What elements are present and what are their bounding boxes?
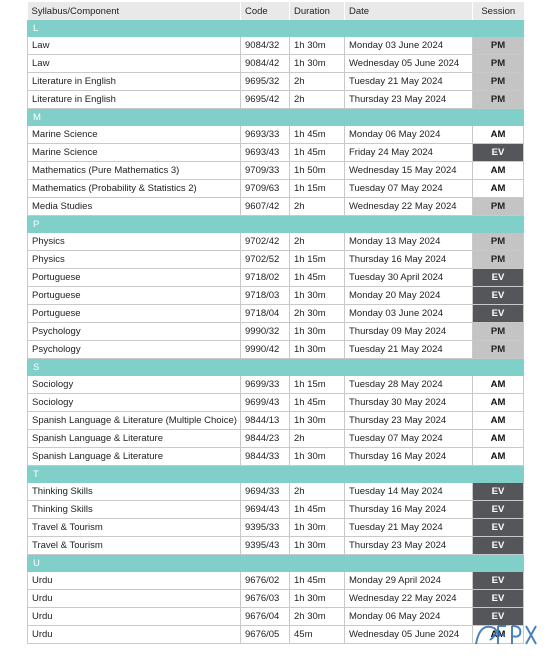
cell-code: 9718/03 [241, 287, 290, 305]
header-session: Session [473, 2, 524, 20]
cell-duration: 2h [290, 483, 345, 501]
cell-code: 9699/33 [241, 376, 290, 394]
table-row [28, 412, 524, 430]
cell-date: Monday 06 May 2024 [345, 608, 473, 626]
session-badge: AM [473, 626, 524, 644]
cell-syllabus: Marine Science [28, 144, 241, 162]
cell-code: 9693/33 [241, 126, 290, 144]
session-badge: EV [473, 269, 524, 287]
cell-date: Tuesday 21 May 2024 [345, 73, 473, 91]
cell-date: Tuesday 21 May 2024 [345, 341, 473, 359]
cell-duration: 2h [290, 430, 345, 448]
cell-date: Friday 24 May 2024 [345, 144, 473, 162]
cell-code: 9676/02 [241, 572, 290, 590]
table-row [28, 430, 524, 448]
cell-code: 9844/23 [241, 430, 290, 448]
session-badge: AM [473, 162, 524, 180]
table-row [28, 501, 524, 519]
cell-code: 9695/42 [241, 91, 290, 109]
cell-date: Wednesday 22 May 2024 [345, 198, 473, 216]
session-badge: EV [473, 483, 524, 501]
cell-code: 9990/32 [241, 323, 290, 341]
section-letter: P [28, 216, 524, 233]
cell-syllabus: Urdu [28, 572, 241, 590]
cell-code: 9084/32 [241, 37, 290, 55]
cell-code: 9702/52 [241, 251, 290, 269]
cell-syllabus: Physics [28, 233, 241, 251]
cell-code: 9718/02 [241, 269, 290, 287]
cell-duration: 1h 15m [290, 180, 345, 198]
cell-syllabus: Psychology [28, 323, 241, 341]
session-badge: PM [473, 198, 524, 216]
session-badge: EV [473, 305, 524, 323]
cell-duration: 1h 30m [290, 341, 345, 359]
session-badge: EV [473, 537, 524, 555]
cell-syllabus: Thinking Skills [28, 483, 241, 501]
cell-date: Monday 13 May 2024 [345, 233, 473, 251]
cell-syllabus: Urdu [28, 608, 241, 626]
cell-date: Tuesday 07 May 2024 [345, 180, 473, 198]
cell-duration: 1h 15m [290, 376, 345, 394]
table-row [28, 180, 524, 198]
session-badge: PM [473, 73, 524, 91]
timetable-body [28, 20, 524, 644]
table-row [28, 537, 524, 555]
table-row [28, 376, 524, 394]
cell-syllabus: Spanish Language & Literature [28, 430, 241, 448]
table-row [28, 590, 524, 608]
cell-syllabus: Travel & Tourism [28, 519, 241, 537]
cell-syllabus: Law [28, 37, 241, 55]
cell-syllabus: Marine Science [28, 126, 241, 144]
session-badge: AM [473, 412, 524, 430]
cell-date: Thursday 23 May 2024 [345, 412, 473, 430]
cell-duration: 1h 50m [290, 162, 345, 180]
cell-syllabus: Urdu [28, 590, 241, 608]
cell-duration: 1h 45m [290, 394, 345, 412]
section-letter: M [28, 109, 524, 126]
table-row [28, 394, 524, 412]
cell-date: Thursday 16 May 2024 [345, 251, 473, 269]
section-letter: L [28, 20, 524, 37]
cell-syllabus: Spanish Language & Literature [28, 448, 241, 466]
session-badge: PM [473, 233, 524, 251]
cell-syllabus: Literature in English [28, 91, 241, 109]
session-badge: AM [473, 430, 524, 448]
cell-date: Wednesday 22 May 2024 [345, 590, 473, 608]
table-row [28, 144, 524, 162]
table-row [28, 233, 524, 251]
cell-syllabus: Media Studies [28, 198, 241, 216]
cell-duration: 1h 30m [290, 590, 345, 608]
cell-date: Tuesday 21 May 2024 [345, 519, 473, 537]
table-row [28, 91, 524, 109]
cell-code: 9395/33 [241, 519, 290, 537]
cell-code: 9844/13 [241, 412, 290, 430]
cell-syllabus: Physics [28, 251, 241, 269]
cell-syllabus: Literature in English [28, 73, 241, 91]
table-row [28, 126, 524, 144]
cell-syllabus: Urdu [28, 626, 241, 644]
cell-code: 9607/42 [241, 198, 290, 216]
session-badge: AM [473, 126, 524, 144]
table-row [28, 323, 524, 341]
cell-code: 9694/43 [241, 501, 290, 519]
cell-duration: 1h 45m [290, 572, 345, 590]
cell-duration: 2h [290, 73, 345, 91]
header-syllabus: Syllabus/Component [28, 2, 241, 20]
cell-code: 9709/33 [241, 162, 290, 180]
session-badge: EV [473, 287, 524, 305]
cell-date: Thursday 30 May 2024 [345, 394, 473, 412]
table-row [28, 73, 524, 91]
cell-syllabus: Spanish Language & Literature (Multiple Choice) [28, 412, 241, 430]
session-badge: AM [473, 394, 524, 412]
cell-date: Tuesday 30 April 2024 [345, 269, 473, 287]
section-header [28, 555, 524, 572]
session-badge: PM [473, 91, 524, 109]
cell-syllabus: Portuguese [28, 287, 241, 305]
cell-date: Monday 03 June 2024 [345, 305, 473, 323]
cell-date: Wednesday 15 May 2024 [345, 162, 473, 180]
table-row [28, 483, 524, 501]
table-row [28, 572, 524, 590]
session-badge: EV [473, 144, 524, 162]
cell-syllabus: Portuguese [28, 305, 241, 323]
cell-syllabus: Travel & Tourism [28, 537, 241, 555]
cell-date: Wednesday 05 June 2024 [345, 55, 473, 73]
table-row [28, 448, 524, 466]
table-row [28, 519, 524, 537]
cell-code: 9990/42 [241, 341, 290, 359]
session-badge: EV [473, 519, 524, 537]
table-row [28, 55, 524, 73]
table-row [28, 287, 524, 305]
cell-date: Monday 29 April 2024 [345, 572, 473, 590]
cell-date: Monday 06 May 2024 [345, 126, 473, 144]
cell-syllabus: Law [28, 55, 241, 73]
cell-date: Monday 20 May 2024 [345, 287, 473, 305]
table-row [28, 626, 524, 644]
table-row [28, 608, 524, 626]
cell-date: Thursday 09 May 2024 [345, 323, 473, 341]
table-row [28, 37, 524, 55]
cell-code: 9699/43 [241, 394, 290, 412]
cell-code: 9676/04 [241, 608, 290, 626]
session-badge: AM [473, 448, 524, 466]
cell-code: 9718/04 [241, 305, 290, 323]
cell-code: 9084/42 [241, 55, 290, 73]
cell-duration: 45m [290, 626, 345, 644]
cell-duration: 1h 15m [290, 251, 345, 269]
cell-duration: 2h 30m [290, 608, 345, 626]
session-badge: AM [473, 180, 524, 198]
cell-code: 9694/33 [241, 483, 290, 501]
header-code: Code [241, 2, 290, 20]
header-date: Date [345, 2, 473, 20]
cell-duration: 1h 45m [290, 501, 345, 519]
cell-date: Thursday 23 May 2024 [345, 91, 473, 109]
cell-duration: 1h 30m [290, 287, 345, 305]
cell-duration: 2h 30m [290, 305, 345, 323]
cell-duration: 2h [290, 91, 345, 109]
cell-duration: 1h 45m [290, 126, 345, 144]
section-header [28, 359, 524, 376]
cell-syllabus: Psychology [28, 341, 241, 359]
cell-date: Thursday 16 May 2024 [345, 501, 473, 519]
table-row [28, 341, 524, 359]
cell-date: Tuesday 14 May 2024 [345, 483, 473, 501]
cell-duration: 1h 30m [290, 55, 345, 73]
table-row [28, 269, 524, 287]
section-letter: S [28, 359, 524, 376]
cell-syllabus: Sociology [28, 394, 241, 412]
session-badge: PM [473, 341, 524, 359]
cell-date: Thursday 23 May 2024 [345, 537, 473, 555]
cell-duration: 1h 45m [290, 144, 345, 162]
cell-duration: 2h [290, 198, 345, 216]
cell-duration: 1h 45m [290, 269, 345, 287]
cell-syllabus: Mathematics (Probability & Statistics 2) [28, 180, 241, 198]
cell-code: 9676/05 [241, 626, 290, 644]
table-row [28, 251, 524, 269]
session-badge: PM [473, 37, 524, 55]
section-letter: U [28, 555, 524, 572]
exam-timetable [27, 2, 524, 644]
section-header [28, 466, 524, 483]
cell-code: 9709/63 [241, 180, 290, 198]
session-badge: PM [473, 251, 524, 269]
cell-duration: 2h [290, 233, 345, 251]
cell-code: 9702/42 [241, 233, 290, 251]
cell-duration: 1h 30m [290, 323, 345, 341]
session-badge: EV [473, 608, 524, 626]
cell-duration: 1h 30m [290, 448, 345, 466]
cell-code: 9693/43 [241, 144, 290, 162]
section-header [28, 109, 524, 126]
table-row [28, 162, 524, 180]
session-badge: EV [473, 572, 524, 590]
cell-code: 9844/33 [241, 448, 290, 466]
table-row [28, 198, 524, 216]
cell-duration: 1h 30m [290, 412, 345, 430]
cell-syllabus: Portuguese [28, 269, 241, 287]
cell-code: 9695/32 [241, 73, 290, 91]
cell-code: 9676/03 [241, 590, 290, 608]
cell-duration: 1h 30m [290, 519, 345, 537]
session-badge: PM [473, 323, 524, 341]
session-badge: AM [473, 376, 524, 394]
cell-syllabus: Sociology [28, 376, 241, 394]
cell-date: Tuesday 07 May 2024 [345, 430, 473, 448]
section-header [28, 216, 524, 233]
section-header [28, 20, 524, 37]
cell-duration: 1h 30m [290, 537, 345, 555]
session-badge: EV [473, 590, 524, 608]
cell-code: 9395/43 [241, 537, 290, 555]
cell-duration: 1h 30m [290, 37, 345, 55]
cell-syllabus: Mathematics (Pure Mathematics 3) [28, 162, 241, 180]
table-row [28, 305, 524, 323]
session-badge: EV [473, 501, 524, 519]
cell-date: Monday 03 June 2024 [345, 37, 473, 55]
cell-date: Wednesday 05 June 2024 [345, 626, 473, 644]
session-badge: PM [473, 55, 524, 73]
header-row [28, 2, 524, 20]
header-duration: Duration [290, 2, 345, 20]
cell-date: Thursday 16 May 2024 [345, 448, 473, 466]
cell-date: Tuesday 28 May 2024 [345, 376, 473, 394]
section-letter: T [28, 466, 524, 483]
cell-syllabus: Thinking Skills [28, 501, 241, 519]
